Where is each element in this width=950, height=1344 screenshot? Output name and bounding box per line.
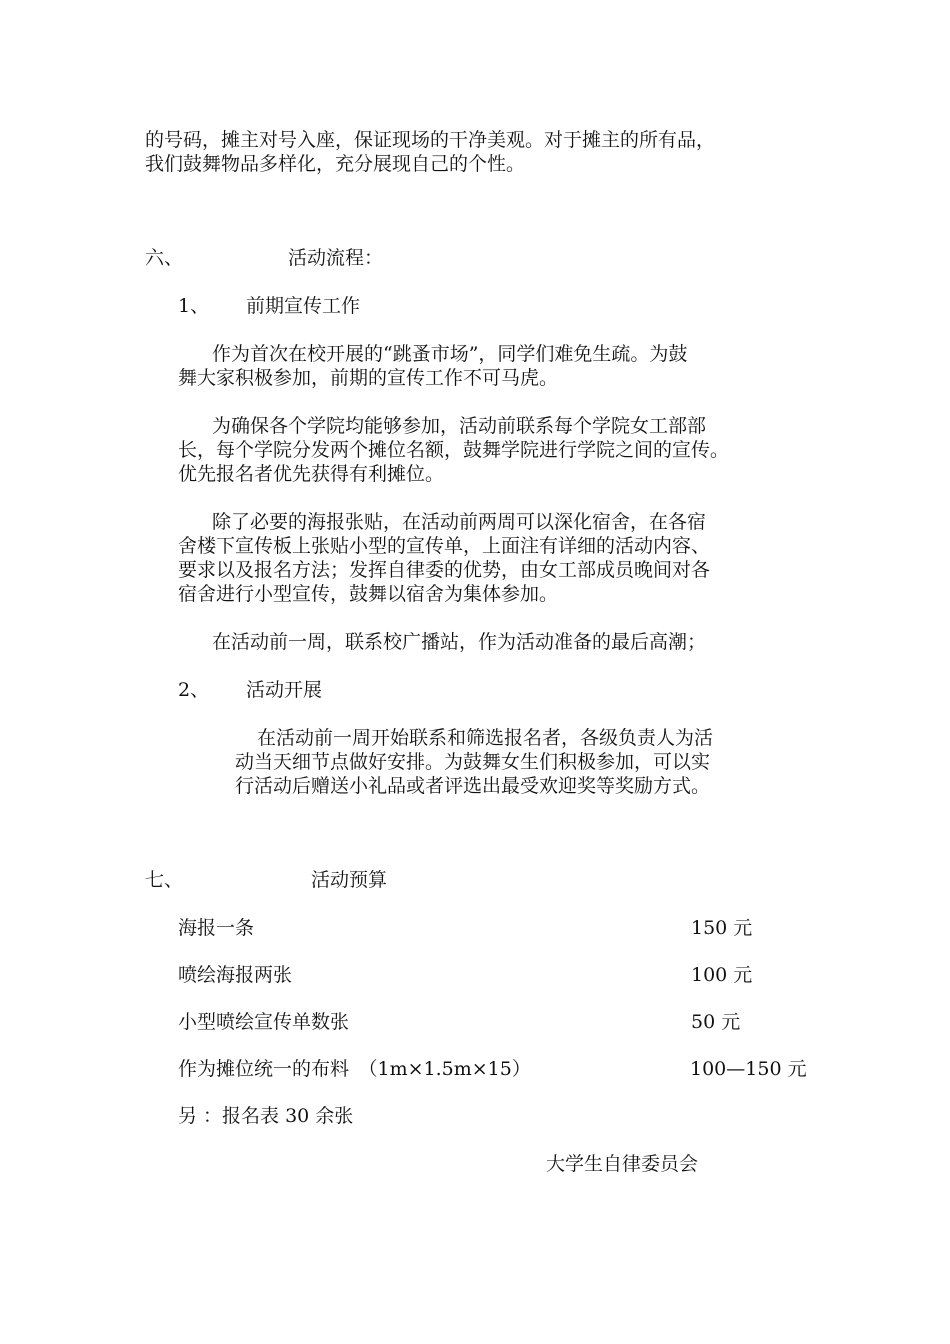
budget-note: 另 ：报名表 30 余张 (178, 1105, 354, 1127)
subsection-2-number: 2、 (178, 679, 210, 701)
paragraph-line: 在活动前一周开始联系和筛选报名者，各级负责人为活 (257, 727, 714, 749)
section-6-number: 六、 (145, 247, 184, 269)
budget-item-cost: 150 元 (691, 917, 753, 939)
paragraph-line: 要求以及报名方法；发挥自律委的优势，由女工部成员晚间对各 (178, 559, 711, 581)
section-6-title: 活动流程： (288, 247, 384, 269)
paragraph-line: 动当天细节点做好安排。为鼓舞女生们积极参加，可以实 (235, 751, 711, 773)
budget-item-name: 海报一条 (178, 917, 255, 939)
budget-item-name: 作为摊位统一的布料 （1m×1.5m×15） (178, 1058, 531, 1080)
paragraph-line: 为确保各个学院均能够参加，活动前联系每个学院女工部部 (212, 415, 707, 437)
budget-item-name: 小型喷绘宣传单数张 (178, 1011, 350, 1033)
paragraph-line: 优先报名者优先获得有利摊位。 (178, 463, 445, 485)
paragraph-line: 舍楼下宣传板上张贴小型的宣传单，上面注有详细的活动内容、 (178, 535, 711, 557)
subsection-2-title: 活动开展 (246, 679, 323, 701)
budget-item-cost: 50 元 (691, 1011, 741, 1033)
intro-line-2: 我们鼓舞物品多样化，充分展现自己的个性。 (145, 153, 526, 175)
intro-line-1: 的号码，摊主对号入座，保证现场的干净美观。对于摊主的所有品， (145, 129, 716, 151)
subsection-1-number: 1、 (178, 295, 210, 317)
paragraph-line: 舞大家积极参加，前期的宣传工作不可马虎。 (178, 367, 559, 389)
budget-item-name: 喷绘海报两张 (178, 964, 293, 986)
section-7-number: 七、 (145, 869, 184, 891)
paragraph-line: 宿舍进行小型宣传，鼓舞以宿舍为集体参加。 (178, 583, 559, 605)
section-7-title: 活动预算 (311, 869, 388, 891)
budget-item-cost: 100 元 (691, 964, 753, 986)
paragraph-line: 除了必要的海报张贴，在活动前两周可以深化宿舍，在各宿 (212, 511, 707, 533)
signature: 大学生自律委员会 (546, 1153, 699, 1175)
paragraph-line: 行活动后赠送小礼品或者评选出最受欢迎奖等奖励方式。 (235, 775, 711, 797)
paragraph-line: 在活动前一周，联系校广播站，作为活动准备的最后高潮； (212, 631, 707, 653)
budget-item-cost: 100—150 元 (690, 1058, 807, 1080)
paragraph-line: 长，每个学院分发两个摊位名额，鼓舞学院进行学院之间的宣传。 (178, 439, 730, 461)
subsection-1-title: 前期宣传工作 (246, 295, 361, 317)
paragraph-line: 作为首次在校开展的“跳蚤市场”，同学们难免生疏。为鼓 (212, 343, 688, 365)
